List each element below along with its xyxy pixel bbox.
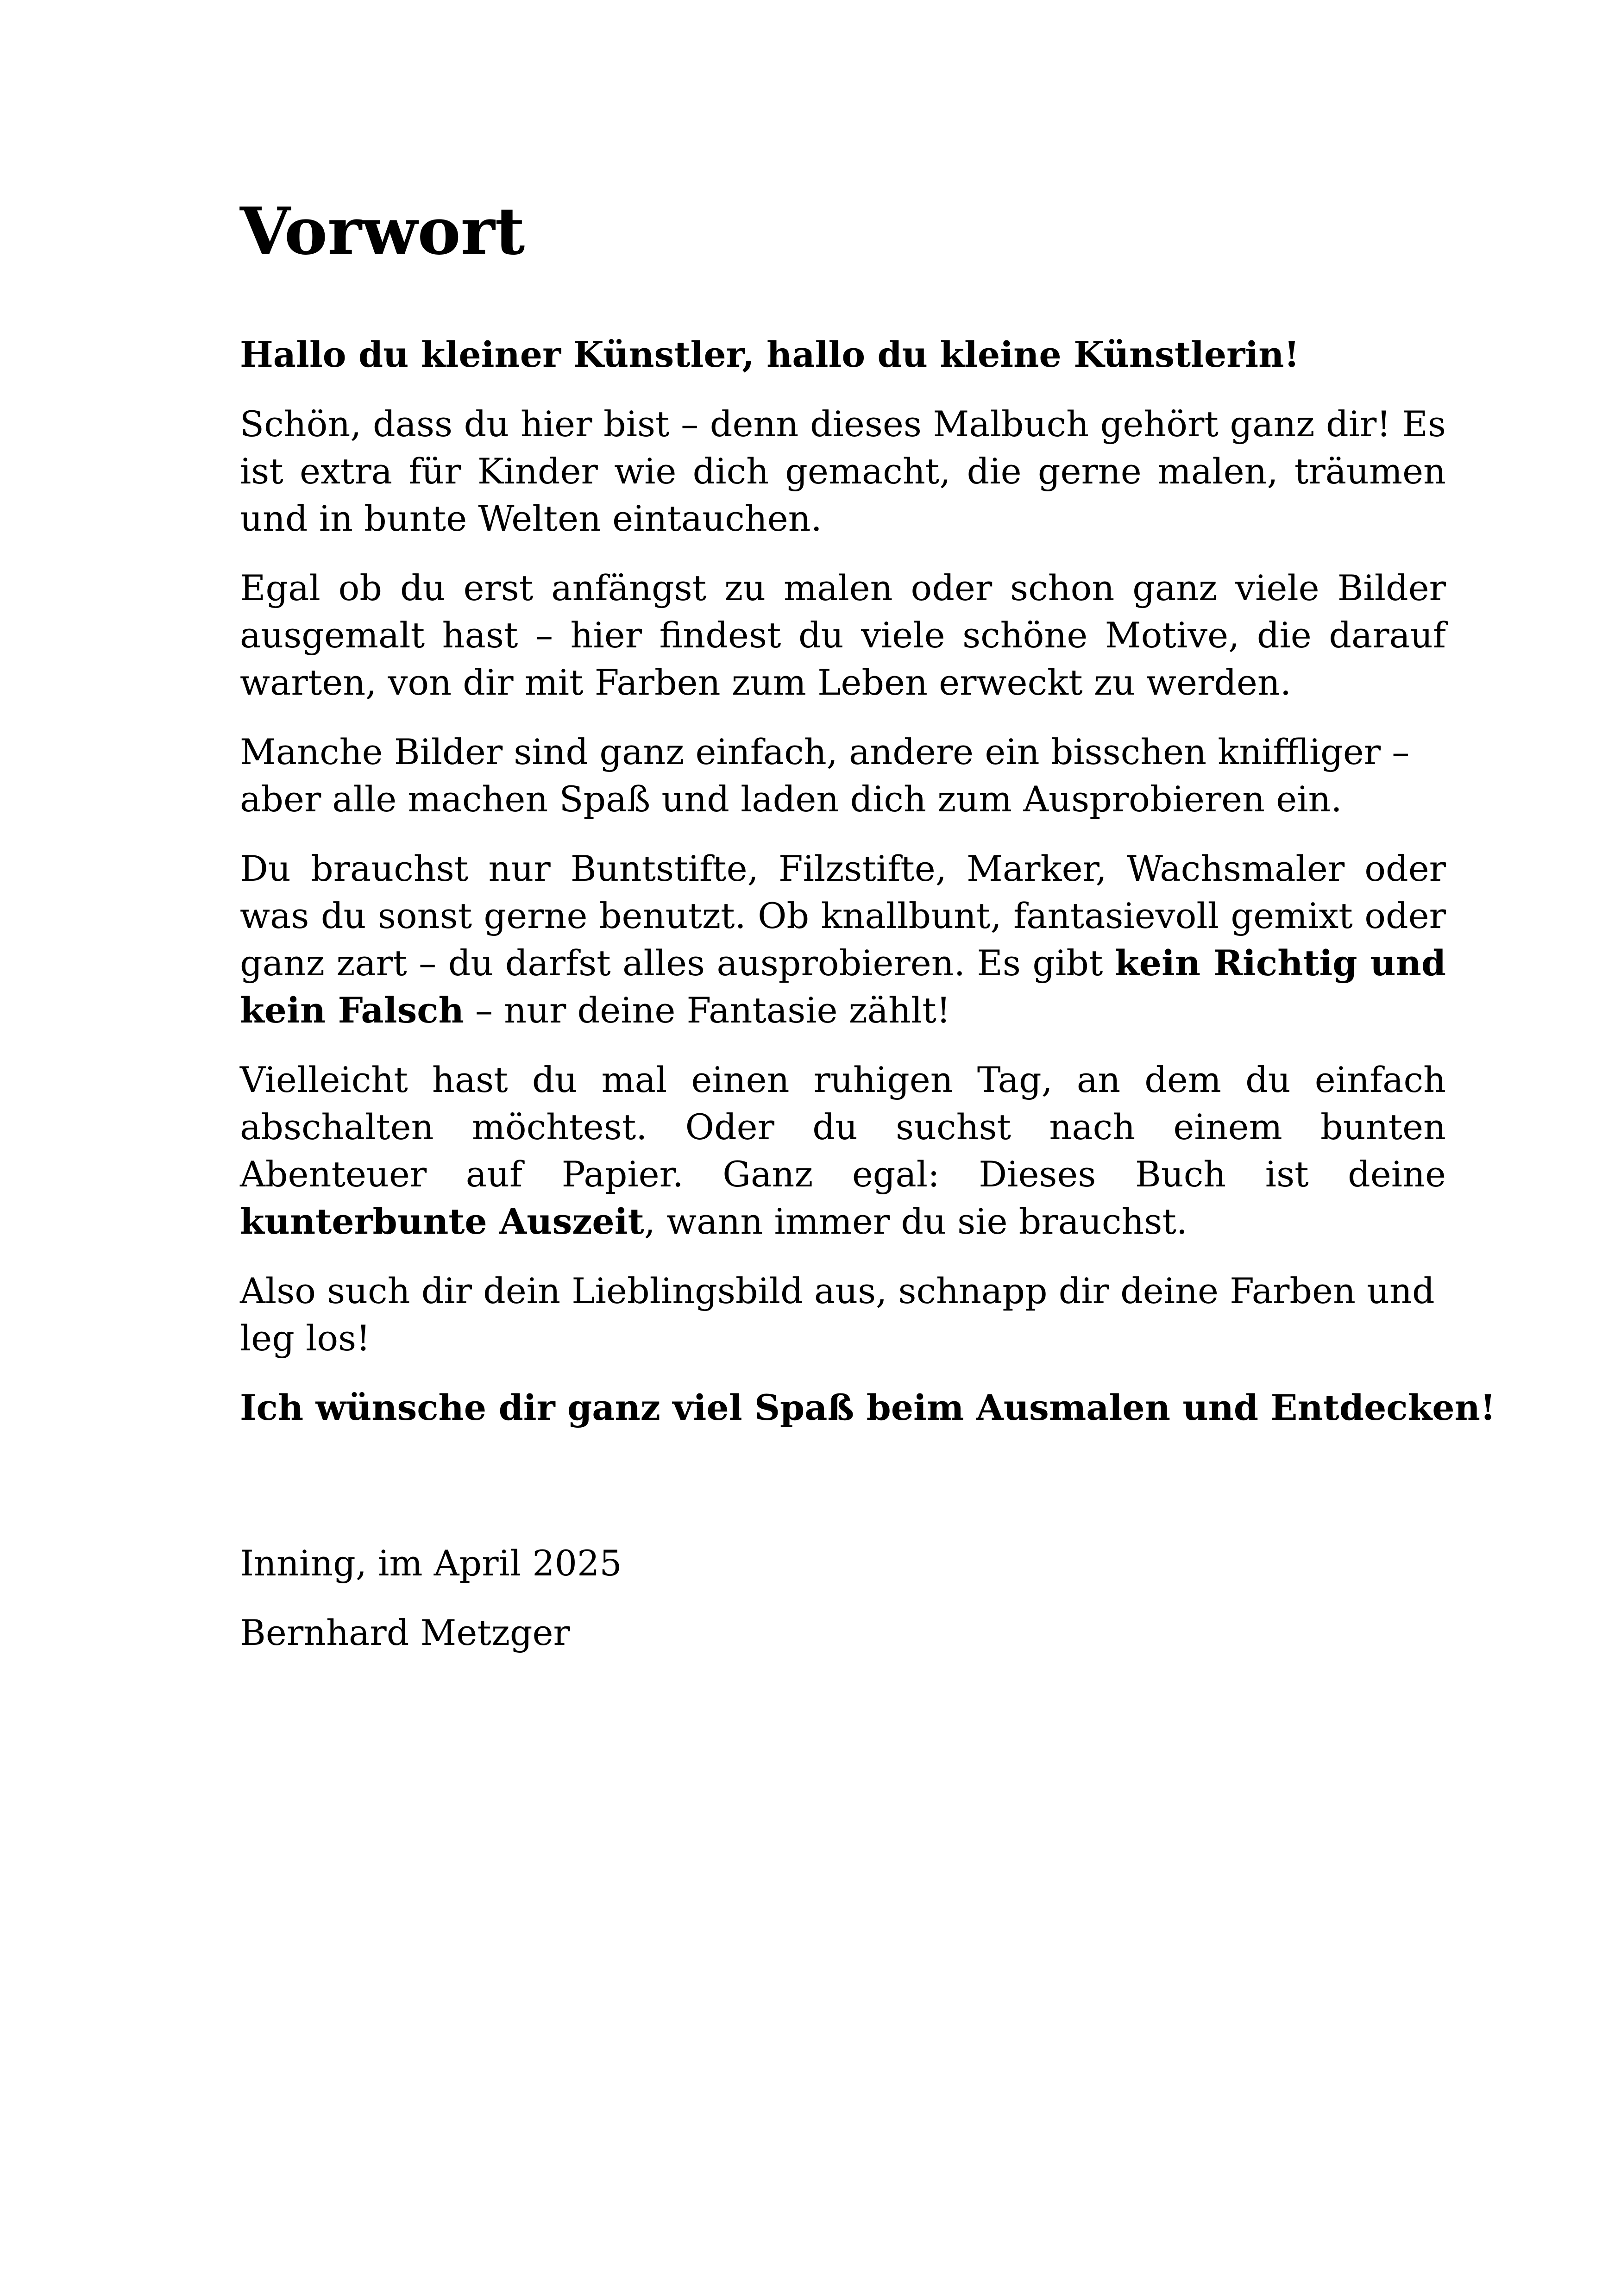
paragraph-5-text-end: , wann immer du sie brauchst. bbox=[644, 1201, 1188, 1242]
paragraph-5 bbox=[240, 1056, 1446, 1245]
paragraph-4-text: Du brauchst nur Buntstifte, Filzstifte, Marker, Wachsmaler oder was du sonst gerne benutzt. Ob knallbunt, fantasievoll gemixt oder ganz zart – du darfst alles ausprobieren. Es gibt bbox=[240, 848, 1446, 984]
paragraph-1: Schön, dass du hier bist – denn dieses Malbuch gehört ganz dir! Es ist extra für Kinder wie dich gemacht, die gerne malen, träumen und in bunte Welten eintauchen. bbox=[240, 403, 1446, 539]
paragraph-4 bbox=[240, 845, 1446, 1034]
paragraph-5-text: Vielleicht hast du mal einen ruhigen Tag, an dem du einfach abschalten möchtest. Oder du suchst nach einem bunten Abenteuer auf Papier. Ganz egal: Dieses Buch ist deine bbox=[240, 1059, 1446, 1195]
paragraph-4-text-end: – nur deine Fantasie zählt! bbox=[464, 990, 951, 1031]
place-date: Inning, im April 2025 bbox=[240, 1543, 622, 1584]
foreword-body bbox=[240, 331, 1496, 1454]
paragraph-6: Also such dir dein Lieblingsbild aus, schnapp dir deine Farben und leg los! bbox=[240, 1270, 1435, 1359]
closing-line: Ich wünsche dir ganz viel Spaß beim Ausmalen und Entdecken! bbox=[240, 1387, 1496, 1428]
paragraph-5-emphasis: kunterbunte Auszeit bbox=[240, 1201, 644, 1242]
paragraph-3: Manche Bilder sind ganz einfach, andere ein bisschen kniffliger – aber alle machen Spaß und laden dich zum Ausprobieren ein. bbox=[240, 731, 1410, 820]
author-name: Bernhard Metzger bbox=[240, 1612, 570, 1653]
greeting: Hallo du kleiner Künstler, hallo du kleine Künstlerin! bbox=[240, 334, 1300, 375]
paragraph-2: Egal ob du erst anfängst zu malen oder schon ganz viele Bilder ausgemalt hast – hier findest du viele schöne Motive, die darauf warten, von dir mit Farben zum Leben erweckt zu werden. bbox=[240, 567, 1446, 703]
page-title: Vorwort bbox=[240, 194, 525, 270]
paragraph-4-emphasis: kein Richtig und kein Falsch bbox=[240, 942, 1446, 1031]
signature-block bbox=[240, 1540, 1446, 1679]
